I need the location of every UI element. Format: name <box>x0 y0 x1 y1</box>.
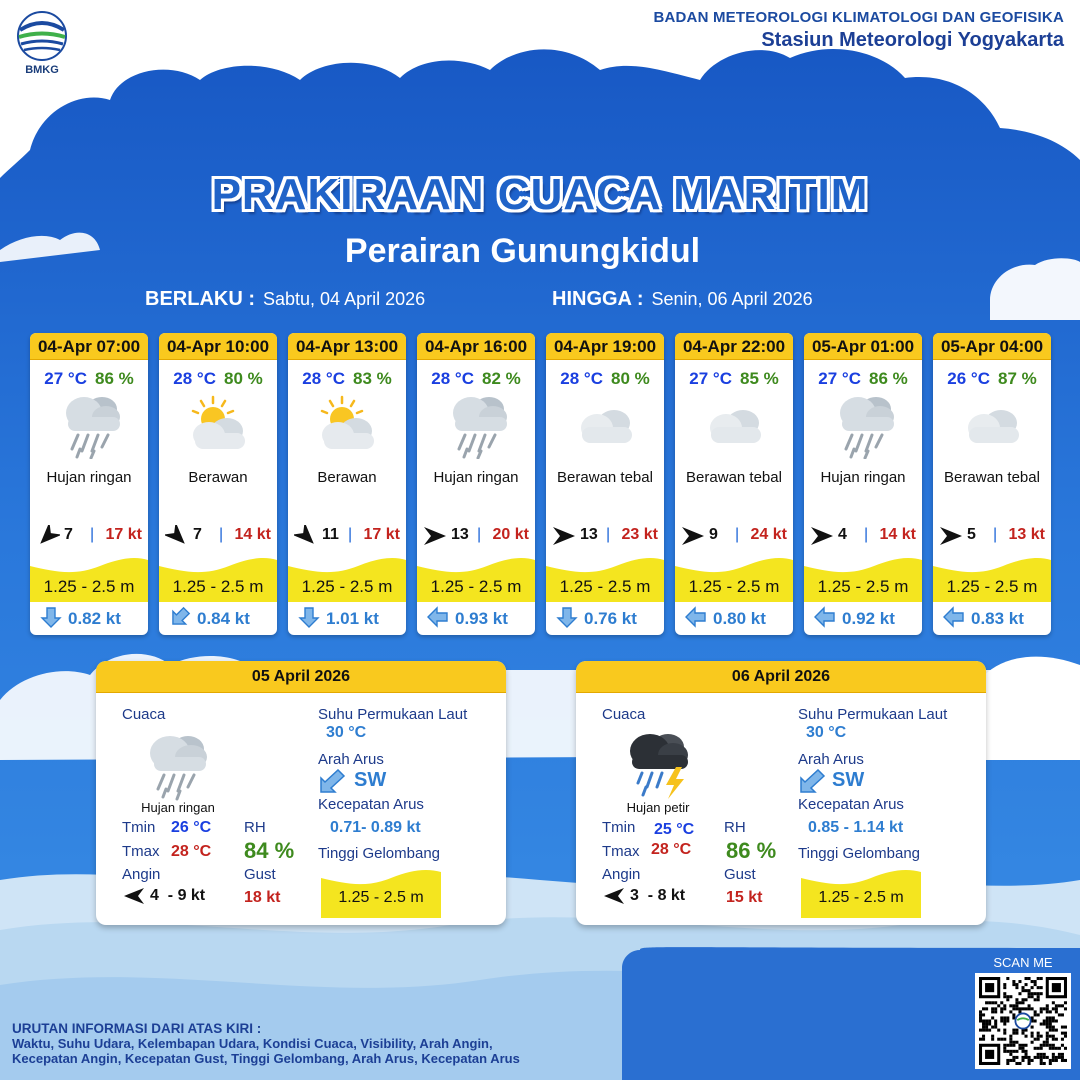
bmkg-logo <box>14 10 70 80</box>
gust-speed: 14 kt <box>879 526 916 543</box>
wave-height: 1.25 - 2.5 m <box>430 577 522 596</box>
current-row <box>933 605 1051 631</box>
current-row <box>30 605 148 631</box>
day-date: 05 April 2026 <box>96 661 506 693</box>
current-speed: 0.82 kt <box>68 609 121 628</box>
sst-value: 30 °C <box>806 724 847 741</box>
current-direction-arrow-icon <box>814 606 836 628</box>
valid-from-label: BERLAKU : <box>145 288 255 310</box>
temperature: 27 °C <box>818 369 861 388</box>
gust-speed: 20 kt <box>492 526 529 543</box>
temp-rh-row <box>30 369 148 389</box>
gust-speed: 13 kt <box>1008 526 1045 543</box>
wave-height: 1.25 - 2.5 m <box>43 577 135 596</box>
legend-note <box>12 1021 632 1066</box>
forecast-card <box>933 333 1051 635</box>
light-rain-icon <box>441 391 513 459</box>
wind-row <box>159 523 277 549</box>
page-subtitle: Perairan Gunungkidul <box>344 232 701 270</box>
card-time: 05-Apr 01:00 <box>804 333 922 360</box>
temperature: 28 °C <box>431 369 474 388</box>
current-row <box>417 605 535 631</box>
wind-speed: 13 <box>580 526 598 543</box>
temp-rh-row <box>546 369 664 389</box>
condition-text: Hujan ringan <box>433 469 519 486</box>
partly-cloudy-icon <box>312 391 384 459</box>
wind-speed: 9 <box>709 526 718 543</box>
light-rain-icon <box>828 391 900 459</box>
wave-height: 1.25 - 2.5 m <box>817 577 909 596</box>
qr-code-icon <box>979 977 1067 1065</box>
wind-speed: 5 <box>967 526 976 543</box>
wave-height: 1.25 - 2.5 m <box>301 577 393 596</box>
wave-value: 1.25 - 2.5 m <box>338 889 424 906</box>
tmax-value: 28 °C <box>171 843 212 860</box>
current-row <box>159 605 277 631</box>
valid-until-label: HINGGA : <box>552 288 644 310</box>
wave-value: 1.25 - 2.5 m <box>818 889 904 906</box>
agency-name: BADAN METEOROLOGI KLIMATOLOGI DAN GEOFISIKA <box>653 9 1064 26</box>
wind-speed: 7 <box>64 526 73 543</box>
current-direction-arrow-icon <box>318 769 346 795</box>
gust-value: 15 kt <box>726 889 763 906</box>
rh-label: RH <box>244 819 266 836</box>
current-row <box>675 605 793 631</box>
wind-direction-arrow-icon <box>36 525 60 547</box>
gust-label: Gust <box>724 866 756 883</box>
temp-rh-row <box>159 369 277 389</box>
card-time: 04-Apr 19:00 <box>546 333 664 360</box>
current-row <box>546 605 664 631</box>
bmkg-emblem-icon <box>14 10 70 62</box>
current-direction-arrow-icon <box>169 606 191 628</box>
temperature: 26 °C <box>947 369 990 388</box>
current-direction-arrow-icon <box>556 606 578 628</box>
gust-speed: 17 kt <box>105 526 142 543</box>
light-rain-icon <box>54 391 126 459</box>
wind-direction-arrow-icon <box>165 525 189 547</box>
current-speed-value: 0.71- 0.89 kt <box>330 819 421 836</box>
tmin-value: 26 °C <box>171 819 212 836</box>
temperature: 28 °C <box>302 369 345 388</box>
temperature: 28 °C <box>173 369 216 388</box>
current-speed: 1.01 kt <box>326 609 379 628</box>
wave-label: Tinggi Gelombang <box>798 845 921 862</box>
scan-label: SCAN ME <box>993 955 1053 970</box>
condition-text: Berawan tebal <box>686 469 782 486</box>
temperature: 27 °C <box>689 369 732 388</box>
current-dir-label: Arah Arus <box>318 751 384 768</box>
overcast-icon <box>957 391 1029 459</box>
wind-direction-arrow-icon <box>810 525 834 547</box>
thunderstorm-icon <box>616 727 696 801</box>
current-direction-arrow-icon <box>40 606 62 628</box>
wind-row <box>675 523 793 549</box>
agency-block <box>653 9 1064 52</box>
wind-value: 4 - 9 kt <box>150 887 206 904</box>
temp-rh-row <box>288 369 406 389</box>
day-panel-2 <box>576 661 986 925</box>
forecast-card <box>546 333 664 635</box>
weather-label: Cuaca <box>602 706 646 723</box>
current-direction-arrow-icon <box>685 606 707 628</box>
wind-row <box>288 523 406 549</box>
current-direction-arrow-icon <box>943 606 965 628</box>
condition-text: Hujan ringan <box>46 469 132 486</box>
wind-direction-arrow-icon <box>294 525 318 547</box>
logo-text: BMKG <box>25 64 59 76</box>
temp-rh-row <box>417 369 535 389</box>
forecast-card <box>417 333 535 635</box>
humidity: 80 % <box>610 369 650 388</box>
valid-from <box>145 288 425 311</box>
tmax-label: Tmax <box>122 843 160 860</box>
current-dir-value: SW <box>354 769 387 791</box>
legend-line-2: Kecepatan Angin, Kecepatan Gust, Tinggi Gelombang, Arah Arus, Kecepatan Arus <box>12 1051 520 1066</box>
current-speed-label: Kecepatan Arus <box>798 796 904 813</box>
wind-label: Angin <box>602 866 641 883</box>
legend-line-1: Waktu, Suhu Udara, Kelembapan Udara, Kondisi Cuaca, Visibility, Arah Angin, <box>12 1036 493 1051</box>
temp-rh-row <box>804 369 922 389</box>
humidity: 83 % <box>352 369 392 388</box>
current-direction-arrow-icon <box>798 769 826 795</box>
wind-row <box>933 523 1051 549</box>
sst-label: Suhu Permukaan Laut <box>798 706 948 723</box>
temperature: 27 °C <box>44 369 87 388</box>
gust-speed: 24 kt <box>750 526 787 543</box>
condition-text: Berawan <box>317 469 377 486</box>
page-title: PRAKIRAAN CUACA MARITIM <box>211 170 869 219</box>
gust-speed: 23 kt <box>621 526 658 543</box>
current-speed: 0.92 kt <box>842 609 895 628</box>
separator: | <box>735 526 740 543</box>
wind-speed: 7 <box>193 526 202 543</box>
wind-row <box>30 523 148 549</box>
tmax-value: 28 °C <box>651 841 692 858</box>
condition-text: Hujan ringan <box>820 469 906 486</box>
forecast-card <box>288 333 406 635</box>
condition-text: Berawan tebal <box>557 469 653 486</box>
condition-text: Hujan ringan <box>141 800 215 815</box>
station-name: Stasiun Meteorologi Yogyakarta <box>761 29 1064 51</box>
wave-height: 1.25 - 2.5 m <box>946 577 1038 596</box>
temperature: 28 °C <box>560 369 603 388</box>
separator: | <box>606 526 611 543</box>
current-speed: 0.80 kt <box>713 609 766 628</box>
humidity: 82 % <box>481 369 521 388</box>
wind-value: 3 - 8 kt <box>630 887 686 904</box>
current-speed-label: Kecepatan Arus <box>318 796 424 813</box>
overcast-icon <box>699 391 771 459</box>
wave-height: 1.25 - 2.5 m <box>559 577 651 596</box>
wind-label: Angin <box>122 866 161 883</box>
wind-speed: 4 <box>838 526 847 543</box>
valid-until-value: Senin, 06 April 2026 <box>651 289 813 309</box>
temp-rh-row <box>933 369 1051 389</box>
rh-label: RH <box>724 819 746 836</box>
wind-direction-arrow-icon <box>423 525 447 547</box>
wave-label: Tinggi Gelombang <box>318 845 441 862</box>
gust-label: Gust <box>244 866 276 883</box>
wind-speed: 11 <box>322 526 339 543</box>
current-speed: 0.83 kt <box>971 609 1024 628</box>
wind-direction-arrow-icon <box>603 887 625 905</box>
gust-speed: 17 kt <box>363 526 400 543</box>
rh-value: 86 % <box>726 838 777 863</box>
valid-until <box>552 288 813 311</box>
partly-cloudy-icon <box>183 391 255 459</box>
condition-text: Hujan petir <box>626 800 690 815</box>
qr-code[interactable] <box>975 973 1071 1069</box>
tmin-label: Tmin <box>602 819 636 836</box>
wave-height: 1.25 - 2.5 m <box>688 577 780 596</box>
legend-heading: URUTAN INFORMASI DARI ATAS KIRI : <box>12 1021 262 1036</box>
weather-label: Cuaca <box>122 706 166 723</box>
wind-direction-arrow-icon <box>681 525 705 547</box>
current-speed-value: 0.85 - 1.14 kt <box>808 819 904 836</box>
gust-speed: 14 kt <box>234 526 271 543</box>
wind-direction-arrow-icon <box>123 887 145 905</box>
separator: | <box>993 526 998 543</box>
humidity: 80 % <box>223 369 263 388</box>
light-rain-icon <box>136 727 216 801</box>
wind-speed: 13 <box>451 526 469 543</box>
forecast-card <box>30 333 148 635</box>
wind-row <box>546 523 664 549</box>
card-time: 04-Apr 10:00 <box>159 333 277 360</box>
current-speed: 0.93 kt <box>455 609 508 628</box>
separator: | <box>90 526 95 543</box>
current-speed: 0.76 kt <box>584 609 637 628</box>
separator: | <box>348 526 353 543</box>
gust-value: 18 kt <box>244 889 281 906</box>
card-time: 04-Apr 16:00 <box>417 333 535 360</box>
separator: | <box>477 526 482 543</box>
current-dir-label: Arah Arus <box>798 751 864 768</box>
humidity: 86 % <box>868 369 908 388</box>
card-time: 05-Apr 04:00 <box>933 333 1051 360</box>
current-speed: 0.84 kt <box>197 609 250 628</box>
humidity: 85 % <box>739 369 779 388</box>
condition-text: Berawan <box>188 469 248 486</box>
valid-from-value: Sabtu, 04 April 2026 <box>263 289 426 309</box>
wind-direction-arrow-icon <box>939 525 963 547</box>
current-dir-value: SW <box>832 769 865 791</box>
separator: | <box>219 526 224 543</box>
tmin-value: 25 °C <box>654 821 695 838</box>
rh-value: 84 % <box>244 838 295 863</box>
wind-row <box>804 523 922 549</box>
tmax-label: Tmax <box>602 843 640 860</box>
current-direction-arrow-icon <box>427 606 449 628</box>
separator: | <box>864 526 869 543</box>
forecast-card <box>804 333 922 635</box>
condition-text: Berawan tebal <box>944 469 1040 486</box>
card-time: 04-Apr 22:00 <box>675 333 793 360</box>
day-date: 06 April 2026 <box>576 661 986 693</box>
sst-label: Suhu Permukaan Laut <box>318 706 468 723</box>
forecast-card <box>675 333 793 635</box>
current-row <box>804 605 922 631</box>
overcast-icon <box>570 391 642 459</box>
wave-height: 1.25 - 2.5 m <box>172 577 264 596</box>
sst-value: 30 °C <box>326 724 367 741</box>
temp-rh-row <box>675 369 793 389</box>
wind-row <box>417 523 535 549</box>
tmin-label: Tmin <box>122 819 156 836</box>
forecast-card <box>159 333 277 635</box>
card-time: 04-Apr 07:00 <box>30 333 148 360</box>
current-direction-arrow-icon <box>298 606 320 628</box>
card-time: 04-Apr 13:00 <box>288 333 406 360</box>
humidity: 87 % <box>997 369 1037 388</box>
day-panel-1 <box>96 661 506 925</box>
humidity: 86 % <box>94 369 134 388</box>
current-row <box>288 605 406 631</box>
wind-direction-arrow-icon <box>552 525 576 547</box>
